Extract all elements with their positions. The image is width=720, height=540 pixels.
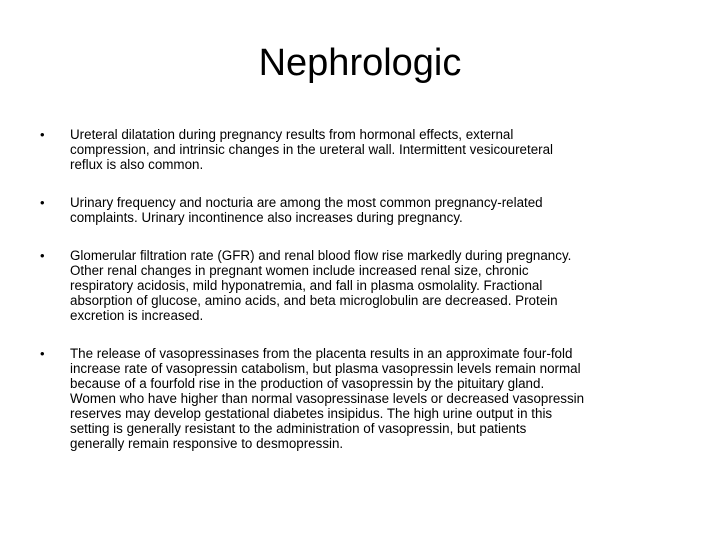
- bullet-line: complaints. Urinary incontinence also increases during pregnancy.: [70, 210, 463, 225]
- bullet-line: reserves may develop gestational diabetes insipidus. The high urine output in this: [70, 406, 553, 421]
- bullet-line: increase rate of vasopressin catabolism, but plasma vasopressin levels remain normal: [70, 361, 581, 376]
- bullet-line: because of a fourfold rise in the production of vasopressin by the pituitary gland.: [70, 376, 545, 391]
- bullet-line: excretion is increased.: [70, 308, 204, 323]
- slide-title: Nephrologic: [258, 42, 462, 84]
- bullet-line: The release of vasopressinases from the placenta results in an approximate four-fold: [70, 346, 573, 361]
- bullet-icon: •: [40, 127, 45, 142]
- bullet-line: absorption of glucose, amino acids, and beta microglobulin are decreased. Protein: [70, 293, 558, 308]
- bullet-line: reflux is also common.: [70, 157, 204, 172]
- bullet-icon: •: [40, 195, 45, 210]
- bullet-line: respiratory acidosis, mild hyponatremia, and fall in plasma osmolality. Fractional: [70, 278, 543, 293]
- bullet-line: Glomerular filtration rate (GFR) and renal blood flow rise markedly during pregnancy.: [70, 248, 572, 263]
- bullet-line: generally remain responsive to desmopressin.: [70, 436, 344, 451]
- bullet-line: Ureteral dilatation during pregnancy results from hormonal effects, external: [70, 127, 514, 142]
- bullet-icon: •: [40, 346, 45, 361]
- bullet-line: compression, and intrinsic changes in the ureteral wall. Intermittent vesicoureteral: [70, 142, 554, 157]
- bullet-line: setting is generally resistant to the administration of vasopressin, but patients: [70, 421, 527, 436]
- bullet-line: Other renal changes in pregnant women include increased renal size, chronic: [70, 263, 529, 278]
- bullet-line: Women who have higher than normal vasopressinase levels or decreased vasopressin: [70, 391, 585, 406]
- bullet-line: Urinary frequency and nocturia are among the most common pregnancy-related: [70, 195, 543, 210]
- bullet-icon: •: [40, 248, 45, 263]
